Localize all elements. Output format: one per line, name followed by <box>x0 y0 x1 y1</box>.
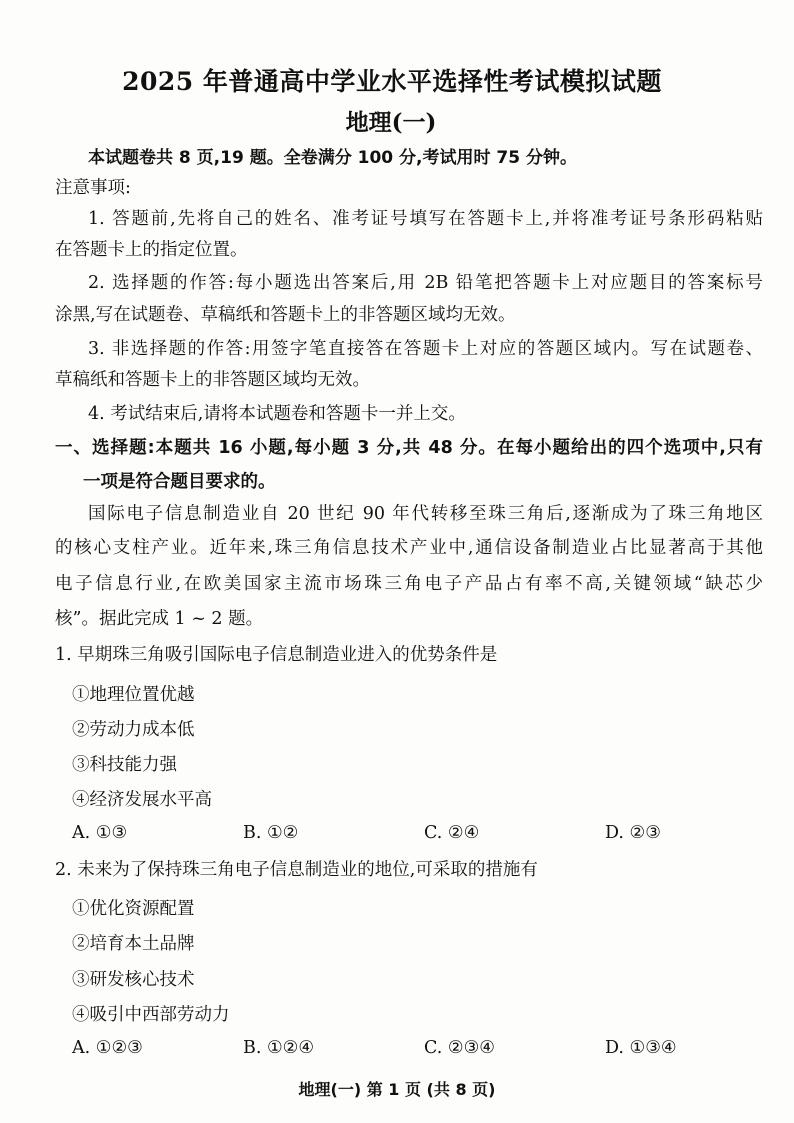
question-item: ③研发核心技术 <box>72 970 195 990</box>
choice-d: D. ①③④ <box>605 1038 677 1058</box>
notes-line: 草稿纸和答题卡上的非答题区域均无效。 <box>55 370 370 390</box>
question-item: ②劳动力成本低 <box>72 720 195 740</box>
choice-b: B. ①②④ <box>243 1038 315 1058</box>
notes-line: 涂黑,写在试题卷、草稿纸和答题卡上的非答题区域均无效。 <box>55 305 516 325</box>
notes-line: 1. 答题前,先将自己的姓名、准考证号填写在答题卡上,并将准考证号条形码粘贴 <box>88 209 763 229</box>
choice-b: B. ①② <box>243 823 299 843</box>
passage-line: 国际电子信息制造业自 20 世纪 90 年代转移至珠三角后,逐渐成为了珠三角地区 <box>88 504 763 524</box>
passage-line: 电子信息行业,在欧美国家主流市场珠三角电子产品占有率不高,关键领域“缺芯少 <box>55 574 763 594</box>
exam-title: 2025 年普通高中学业水平选择性考试模拟试题 <box>122 67 662 96</box>
choice-d: D. ②③ <box>605 823 661 843</box>
question-item: ④经济发展水平高 <box>72 790 212 810</box>
notes-heading: 注意事项: <box>55 178 131 198</box>
choice-c: C. ②③④ <box>424 1038 495 1058</box>
exam-subtitle: 地理(一) <box>345 109 437 136</box>
question-stem: 1. 早期珠三角吸引国际电子信息制造业进入的优势条件是 <box>55 645 498 665</box>
question-item: ④吸引中西部劳动力 <box>72 1005 230 1025</box>
passage-line: 核”。据此完成 1 ~ 2 题。 <box>55 609 264 629</box>
choice-a: A. ①②③ <box>72 1038 143 1058</box>
choice-c: C. ②④ <box>424 823 480 843</box>
page-footer: 地理(一) 第 1 页 (共 8 页) <box>298 1080 496 1099</box>
question-item: ①地理位置优越 <box>72 685 195 705</box>
section-heading: 一、选择题:本题共 16 小题,每小题 3 分,共 48 分。在每小题给出的四个选项中,只有 <box>55 438 763 458</box>
notes-line: 2. 选择题的作答:每小题选出答案后,用 2B 铅笔把答题卡上对应题目的答案标号 <box>88 273 763 293</box>
choice-a: A. ①③ <box>72 823 128 843</box>
question-item: ②培育本土品牌 <box>72 934 195 954</box>
notes-line: 在答题卡上的指定位置。 <box>55 240 248 260</box>
question-item: ③科技能力强 <box>72 755 177 775</box>
notes-line: 4. 考试结束后,请将本试题卷和答题卡一并上交。 <box>88 404 466 424</box>
section-heading-cont: 一项是符合题目要求的。 <box>83 472 276 492</box>
notes-line: 3. 非选择题的作答:用签字笔直接答在答题卡上对应的答题区域内。写在试题卷、 <box>88 339 763 359</box>
exam-info: 本试题卷共 8 页,19 题。全卷满分 100 分,考试用时 75 分钟。 <box>88 148 577 168</box>
passage-line: 的核心支柱产业。近年来,珠三角信息技术产业中,通信设备制造业占比显著高于其他 <box>55 538 763 558</box>
question-stem: 2. 未来为了保持珠三角电子信息制造业的地位,可采取的措施有 <box>55 860 538 880</box>
question-item: ①优化资源配置 <box>72 899 195 919</box>
